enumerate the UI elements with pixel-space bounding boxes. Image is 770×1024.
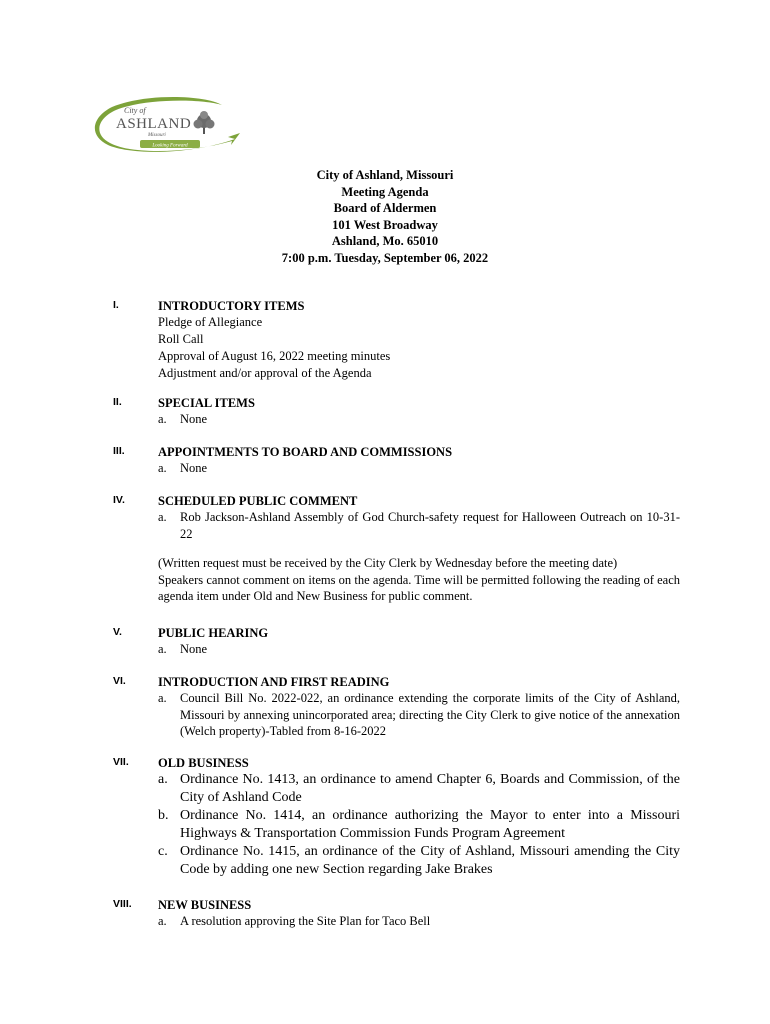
- logo-state: Missouri: [148, 133, 166, 138]
- item-text: Ordinance No. 1415, an ordinance of the City of Ashland, Missouri amending the City Code by adding one new Section regarding Jake Brakes: [180, 844, 680, 877]
- section-numeral: VI.: [113, 675, 126, 687]
- section-numeral: I.: [113, 299, 119, 311]
- item-text: A resolution approving the Site Plan for Taco Bell: [180, 914, 431, 928]
- agenda-line: Roll Call: [158, 332, 204, 346]
- comment-note: [158, 555, 680, 605]
- section-title: PUBLIC HEARING: [158, 626, 269, 640]
- item-text: None: [180, 642, 208, 656]
- header-city: City of Ashland, Missouri: [316, 168, 454, 182]
- section-numeral: II.: [113, 396, 122, 408]
- section-numeral: V.: [113, 626, 122, 638]
- header-address: 101 West Broadway: [332, 217, 438, 232]
- note-speakers: Speakers cannot comment on items on the agenda. Time will be permitted following the reading of each agenda item under Old and New Business for public comment.: [158, 572, 680, 603]
- agenda-line: Pledge of Allegiance: [158, 315, 263, 329]
- agenda-item: [158, 771, 680, 807]
- section-title: INTRODUCTORY ITEMS: [158, 299, 305, 313]
- agenda-line: Adjustment and/or approval of the Agenda: [158, 366, 372, 380]
- section-numeral: IV.: [113, 494, 125, 506]
- item-letter: b.: [158, 808, 169, 823]
- header-meeting: Meeting Agenda: [341, 184, 429, 199]
- note-written-request: (Written request must be received by the City Clerk by Wednesday before the meeting date): [158, 556, 618, 570]
- item-letter: a.: [158, 461, 167, 475]
- item-text: Ordinance No. 1414, an ordinance authorizing the Mayor to enter into a Missouri Highways & Transportation Commission Funds Program Agreement: [180, 808, 680, 841]
- logo-name: ASHLAND: [116, 116, 192, 132]
- logo-banner-text: Looking Forward: [152, 143, 188, 149]
- section-title: SCHEDULED PUBLIC COMMENT: [158, 494, 358, 508]
- item-letter: a.: [158, 510, 167, 524]
- item-text: Rob Jackson-Ashland Assembly of God Church-safety request for Halloween Outreach on 10-31-22: [180, 510, 680, 541]
- logo-city-of: City of: [124, 106, 146, 115]
- item-letter: a.: [158, 691, 167, 705]
- item-letter: a.: [158, 642, 167, 656]
- item-text: None: [180, 412, 208, 426]
- section-title: NEW BUSINESS: [158, 898, 252, 912]
- city-logo: [90, 95, 242, 157]
- section-title: OLD BUSINESS: [158, 756, 249, 770]
- agenda-header: [0, 167, 770, 266]
- item-letter: a.: [158, 914, 167, 928]
- item-text: Council Bill No. 2022-022, an ordinance extending the corporate limits of the City of Ashland, Missouri by annexing unincorporated area; directing the City Clerk to give notice of the annexation (Welch property)-Tabled from 8-16-2022: [180, 691, 680, 738]
- section-title: APPOINTMENTS TO BOARD AND COMMISSIONS: [158, 445, 453, 459]
- agenda-item: [158, 460, 680, 477]
- agenda-item: [158, 641, 680, 658]
- header-datetime: 7:00 p.m. Tuesday, September 06, 2022: [281, 250, 489, 265]
- item-letter: c.: [158, 844, 168, 859]
- section-numeral: VIII.: [113, 898, 132, 910]
- tree-icon: [194, 111, 215, 134]
- agenda-item: [158, 843, 680, 879]
- agenda-item: [158, 411, 680, 428]
- item-text: None: [180, 461, 208, 475]
- agenda-item: [158, 913, 680, 930]
- section-title: SPECIAL ITEMS: [158, 396, 255, 410]
- item-letter: a.: [158, 412, 167, 426]
- section-numeral: III.: [113, 445, 125, 457]
- header-board: Board of Aldermen: [333, 201, 437, 215]
- section-numeral: VII.: [113, 756, 129, 768]
- header-city-zip: Ashland, Mo. 65010: [331, 234, 439, 248]
- section-title: INTRODUCTION AND FIRST READING: [158, 675, 390, 689]
- agenda-item: [158, 509, 680, 542]
- item-letter: a.: [158, 772, 168, 787]
- agenda-line: Approval of August 16, 2022 meeting minutes: [158, 349, 391, 363]
- agenda-item: [158, 807, 680, 843]
- agenda-item: [158, 690, 680, 740]
- item-text: Ordinance No. 1413, an ordinance to amend Chapter 6, Boards and Commission, of the City of Ashland Code: [180, 772, 680, 805]
